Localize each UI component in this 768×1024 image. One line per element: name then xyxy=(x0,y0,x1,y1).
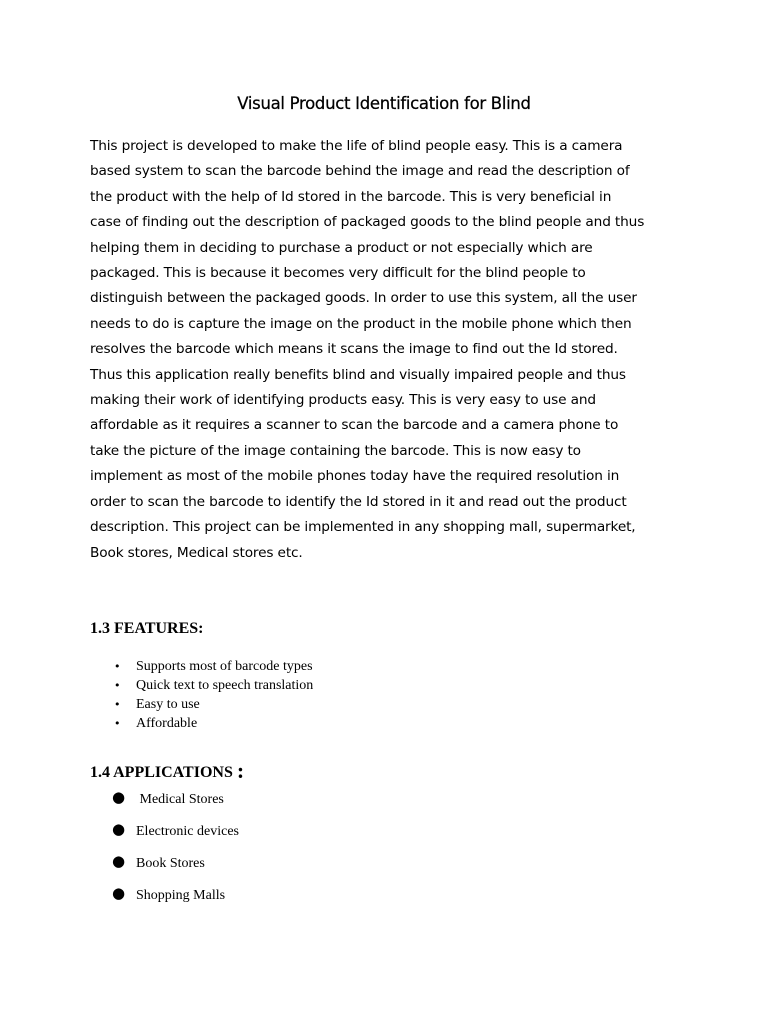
paragraph-line: implement as most of the mobile phones today have the required resolution in xyxy=(90,468,620,485)
applications-heading-text: 1.4 APPLICATIONS xyxy=(90,764,233,781)
paragraph-line: helping them in deciding to purchase a product or not especially which are xyxy=(90,239,593,256)
paragraph-line: affordable as it requires a scanner to scan the barcode and a camera phone to xyxy=(90,417,619,434)
paragraph-line: take the picture of the image containing the barcode. This is now easy to xyxy=(90,442,581,459)
paragraph-line: packaged. This is because it becomes very difficult for the blind people to xyxy=(90,265,586,282)
applications-heading xyxy=(90,758,244,784)
paragraph-line: Thus this application really benefits blind and visually impaired people and thus xyxy=(90,366,626,383)
paragraph-line: the product with the help of Id stored in the barcode. This is very beneficial in xyxy=(90,188,612,205)
list-item-text: Easy to use xyxy=(136,697,200,712)
bullet-icon: • xyxy=(114,679,121,692)
list-item-text: Shopping Malls xyxy=(136,888,226,903)
list-item-text: Electronic devices xyxy=(136,824,240,839)
bullet-icon: • xyxy=(114,717,121,730)
paragraph-line: needs to do is capture the image on the product in the mobile phone which then xyxy=(90,315,632,332)
paragraph-line: resolves the barcode which means it scans the image to find out the Id stored. xyxy=(90,341,618,358)
list-item-text: Affordable xyxy=(136,716,198,731)
bullet-icon: ● xyxy=(112,788,126,806)
paragraph-line: based system to scan the barcode behind the image and read the description of xyxy=(90,163,630,180)
paragraph-line: distinguish between the packaged goods. In order to use this system, all the user xyxy=(90,290,637,307)
bullet-icon: • xyxy=(114,660,121,673)
document-title: Visual Product Identification for Blind xyxy=(237,94,531,113)
paragraph-line: making their work of identifying products easy. This is very easy to use and xyxy=(90,392,596,409)
paragraph-line: Book stores, Medical stores etc. xyxy=(90,544,303,561)
body-paragraph xyxy=(90,134,690,566)
paragraph-line: order to scan the barcode to identify the Id stored in it and read out the product xyxy=(90,493,627,510)
applications-heading-colon: : xyxy=(236,758,245,783)
features-heading: 1.3 FEATURES: xyxy=(90,620,204,637)
list-item-text: Medical Stores xyxy=(136,792,224,807)
bullet-icon: • xyxy=(114,698,121,711)
list-item-text: Book Stores xyxy=(136,856,205,871)
bullet-icon: ● xyxy=(112,884,126,902)
paragraph-line: description. This project can be implemented in any shopping mall, supermarket, xyxy=(90,519,636,536)
list-item-text: Supports most of barcode types xyxy=(136,659,313,674)
paragraph-line: case of finding out the description of packaged goods to the blind people and thus xyxy=(90,214,645,231)
list-item-text: Quick text to speech translation xyxy=(136,678,314,693)
paragraph-line: This project is developed to make the life of blind people easy. This is a camera xyxy=(90,138,623,154)
bullet-icon: ● xyxy=(112,820,126,838)
bullet-icon: ● xyxy=(112,852,126,870)
